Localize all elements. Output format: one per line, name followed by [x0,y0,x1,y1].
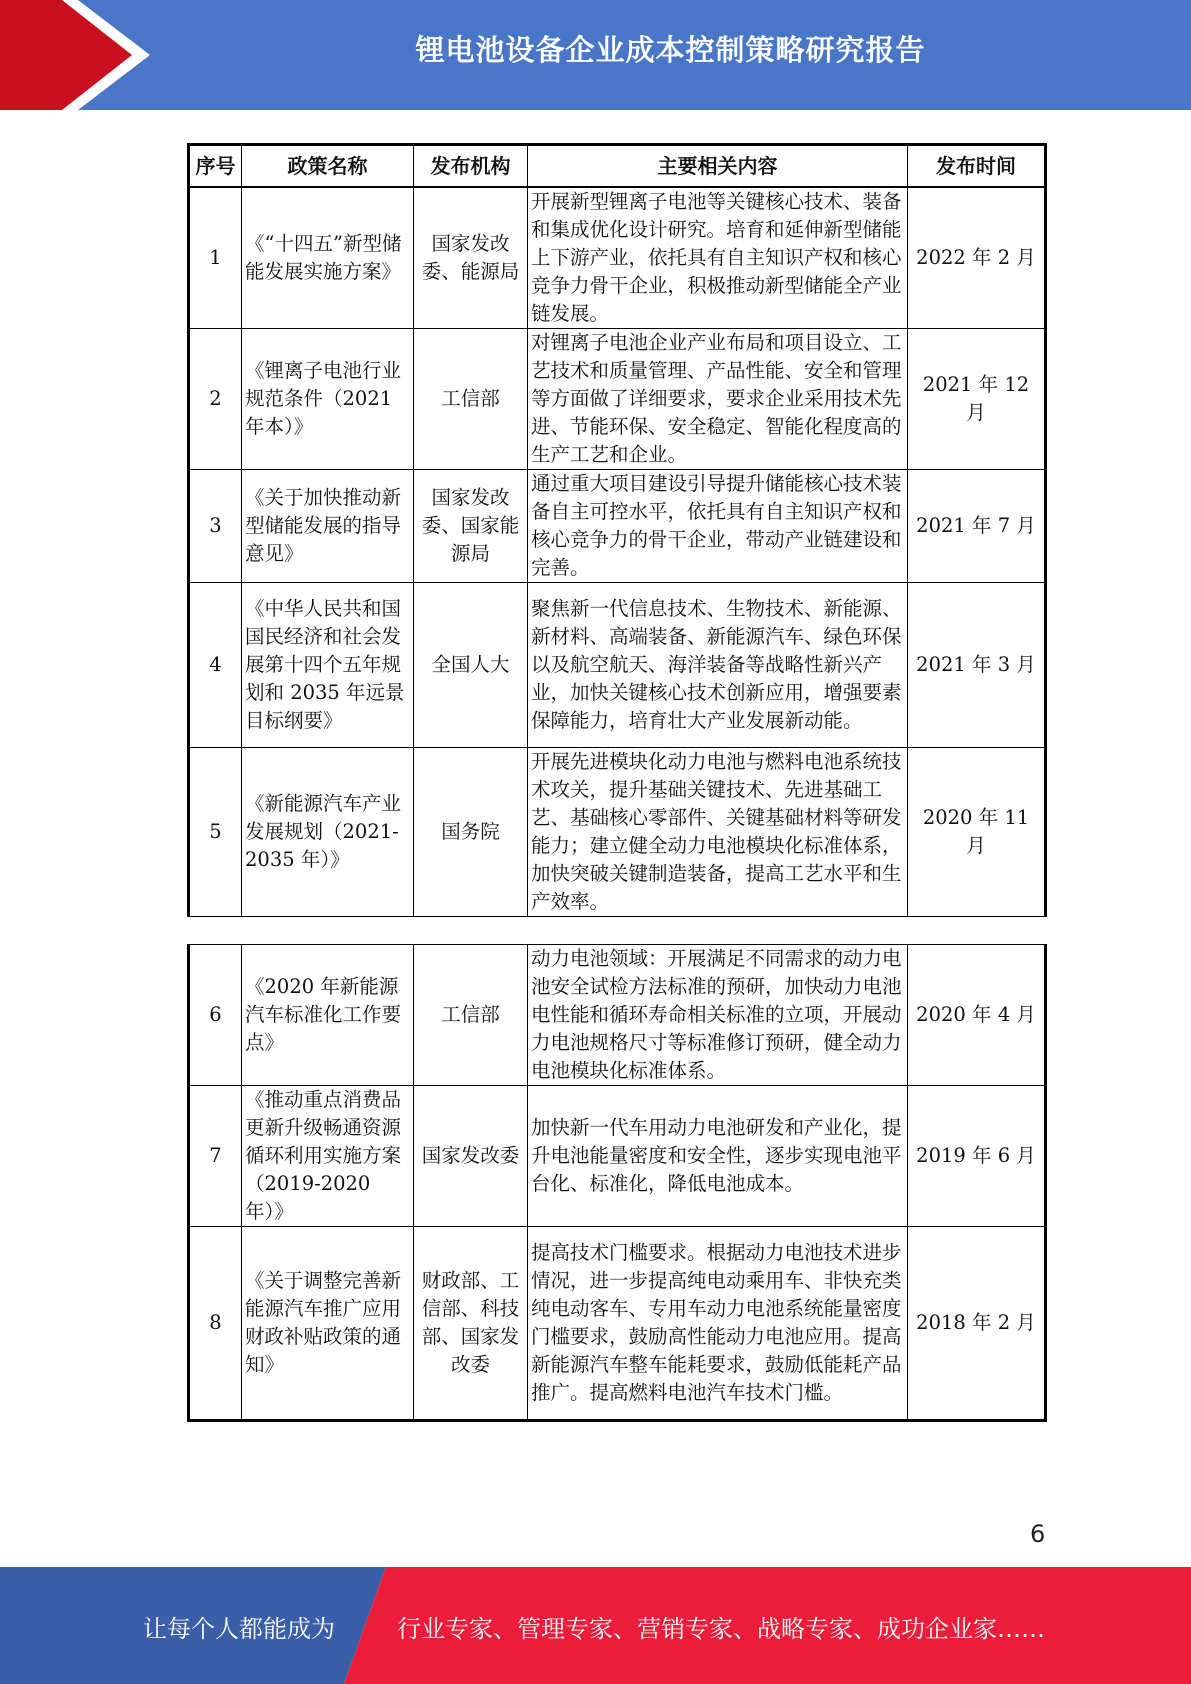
policy-name: 《中华人民共和国国民经济和社会发展第十四个五年规划和 2035 年远景目标纲要》 [242,583,414,748]
footer-slogan-left: 让每个人都能成为 [143,1615,335,1643]
policy-name: 《新能源汽车产业发展规划（2021-2035 年）》 [242,748,414,917]
policy-content: 开展新型锂离子电池等关键核心技术、装备和集成优化设计研究。培育和延伸新型储能上下游产业，依托具有自主知识产权和核心竞争力骨干企业，积极推动新型储能全产业链发展。 [528,187,908,329]
row-index: 5 [189,748,242,917]
row-index: 7 [189,1086,242,1227]
policy-content: 对锂离子电池企业产业布局和项目设立、工艺技术和质量管理、产品性能、安全和管理等方面做了详细要求，要求企业采用技术先进、节能环保、安全稳定、智能化程度高的生产工艺和企业。 [528,329,908,470]
release-date: 2018 年 2 月 [908,1227,1046,1421]
policy-content: 提高技术门槛要求。根据动力电池技术进步情况，进一步提高纯电动乘用车、非快充类纯电动客车、专用车动力电池系统能量密度门槛要求，鼓励高性能动力电池应用。提高新能源汽车整车能耗要求，鼓励低能耗产品推广。提高燃料电池汽车技术门槛。 [528,1227,908,1421]
policy-name: 《推动重点消费品更新升级畅通资源循环利用实施方案（2019-2020 年）》 [242,1086,414,1227]
page-footer [0,1567,1191,1684]
row-index: 4 [189,583,242,748]
header-policy-name: 政策名称 [242,145,414,188]
issuer: 财政部、工信部、科技部、国家发改委 [414,1227,528,1421]
issuer: 国务院 [414,748,528,917]
policy-content: 动力电池领域：开展满足不同需求的动力电池安全试检方法标准的预研，加快动力电池电性能和循环寿命相关标准的立项，开展动力电池规格尺寸等标准修订预研，健全动力电池模块化标准体系。 [528,945,908,1086]
policy-table-part-2 [187,944,1047,1422]
policy-content: 加快新一代车用动力电池研发和产业化，提升电池能量密度和安全性，逐步实现电池平台化、标准化，降低电池成本。 [528,1086,908,1227]
policy-name: 《2020 年新能源汽车标准化工作要点》 [242,945,414,1086]
policy-table-part-1 [187,143,1047,917]
release-date: 2021 年 7 月 [908,470,1046,583]
release-date: 2019 年 6 月 [908,1086,1046,1227]
table-row [189,1086,1046,1227]
policy-name: 《关于调整完善新能源汽车推广应用财政补贴政策的通知》 [242,1227,414,1421]
header-index: 序号 [189,145,242,188]
policy-name: 《“十四五”新型储能发展实施方案》 [242,187,414,329]
release-date: 2020 年 11 月 [908,748,1046,917]
page-header [0,0,1191,110]
header-arrow-decoration [0,0,160,110]
table-row [189,748,1046,917]
release-date: 2020 年 4 月 [908,945,1046,1086]
issuer: 工信部 [414,329,528,470]
table-row [189,583,1046,748]
release-date: 2021 年 3 月 [908,583,1046,748]
policy-name: 《锂离子电池行业规范条件（2021年本）》 [242,329,414,470]
header-date: 发布时间 [908,145,1046,188]
row-index: 1 [189,187,242,329]
report-title: 锂电池设备企业成本控制策略研究报告 [415,33,926,67]
row-index: 3 [189,470,242,583]
row-index: 8 [189,1227,242,1421]
policy-content: 通过重大项目建设引导提升储能核心技术装备自主可控水平，依托具有自主知识产权和核心竞争力的骨干企业，带动产业链建设和完善。 [528,470,908,583]
table-header-row [189,145,1046,188]
issuer: 国家发改委、国家能源局 [414,470,528,583]
header-content: 主要相关内容 [528,145,908,188]
table-row [189,1227,1046,1421]
policy-content: 开展先进模块化动力电池与燃料电池系统技术攻关，提升基础关键技术、先进基础工艺、基础核心零部件、关键基础材料等研发能力；建立健全动力电池模块化标准体系，加快突破关键制造装备，提高工艺水平和生产效率。 [528,748,908,917]
issuer: 国家发改委 [414,1086,528,1227]
footer-slogan-right: 行业专家、管理专家、营销专家、战略专家、成功企业家…… [397,1615,1045,1643]
issuer: 工信部 [414,945,528,1086]
row-index: 6 [189,945,242,1086]
issuer: 国家发改委、能源局 [414,187,528,329]
issuer: 全国人大 [414,583,528,748]
policy-name: 《关于加快推动新型储能发展的指导意见》 [242,470,414,583]
policy-content: 聚焦新一代信息技术、生物技术、新能源、新材料、高端装备、新能源汽车、绿色环保以及航空航天、海洋装备等战略性新兴产业，加快关键核心技术创新应用，增强要素保障能力，培育壮大产业发展新动能。 [528,583,908,748]
release-date: 2022 年 2 月 [908,187,1046,329]
row-index: 2 [189,329,242,470]
header-issuer: 发布机构 [414,145,528,188]
table-row [189,945,1046,1086]
table-row [189,329,1046,470]
table-row [189,187,1046,329]
page-number: 6 [1030,1520,1046,1548]
release-date: 2021 年 12 月 [908,329,1046,470]
table-row [189,470,1046,583]
